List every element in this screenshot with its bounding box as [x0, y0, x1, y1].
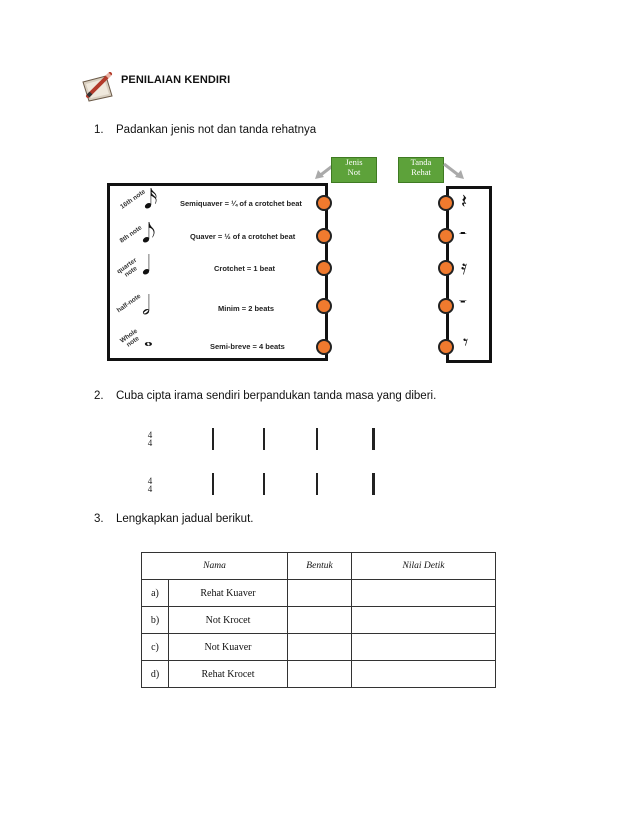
table-row [142, 634, 496, 661]
question-text: Padankan jenis not dan tanda rehatnya [116, 124, 317, 136]
note-name: 16th note [119, 188, 147, 211]
question-number: 1. [94, 124, 104, 136]
question-number: 3. [94, 513, 104, 525]
bar-line [212, 428, 214, 450]
arrow-down-right-icon [442, 162, 466, 185]
row-name: Rehat Krocet [169, 661, 288, 688]
note-description: Semi-breve = 4 beats [210, 342, 285, 351]
bentuk-cell[interactable] [288, 607, 352, 634]
row-name: Not Kuaver [169, 634, 288, 661]
tanda-rehat-label: Tanda Rehat [398, 157, 444, 183]
semibreve-rest-icon: 𝄻 [459, 295, 467, 317]
note-name: 8th note [118, 224, 144, 245]
row-label: d) [142, 661, 169, 688]
page-title: PENILAIAN KENDIRI [121, 74, 231, 86]
question-number: 2. [94, 390, 104, 402]
note-description: Crotchet = 1 beat [214, 264, 276, 273]
note-name: Whole note [118, 327, 141, 349]
header-bentuk: Bentuk [288, 553, 352, 580]
bentuk-cell[interactable] [288, 580, 352, 607]
semiquaver-rest-icon: 𝄿 [461, 257, 468, 279]
semibreve-note-icon: 𝅝 [144, 326, 153, 351]
crotchet-note-icon: 𝅘𝅥 [142, 250, 151, 280]
note-description: Semiquaver = ¼ of a crotchet beat [180, 199, 302, 208]
match-point-right[interactable] [438, 298, 454, 314]
header-nama: Nama [142, 553, 288, 580]
note-types-box [107, 183, 328, 361]
nilai-detik-cell[interactable] [352, 607, 496, 634]
bar-line [316, 473, 318, 495]
bar-line [263, 428, 265, 450]
time-signature: 4 4 [147, 430, 153, 448]
match-point-right[interactable] [438, 339, 454, 355]
rest-types-box [446, 186, 492, 363]
row-label: a) [142, 580, 169, 607]
crotchet-rest-icon: 𝄽 [461, 191, 468, 213]
match-point-left[interactable] [316, 195, 332, 211]
bar-line [263, 473, 265, 495]
match-point-left[interactable] [316, 298, 332, 314]
question-1 [94, 124, 316, 136]
match-point-right[interactable] [438, 260, 454, 276]
jenis-not-label: Jenis Not [331, 157, 377, 183]
bar-line [212, 473, 214, 495]
question-text: Cuba cipta irama sendiri berpandukan tanda masa yang diberi. [116, 390, 437, 402]
time-signature: 4 4 [147, 476, 153, 494]
match-point-left[interactable] [316, 339, 332, 355]
bar-line [316, 428, 318, 450]
minim-note-icon: 𝅗𝅥 [142, 290, 151, 320]
header-nilai-detik: Nilai Detik [352, 553, 496, 580]
match-point-left[interactable] [316, 260, 332, 276]
minim-rest-icon: 𝄼 [459, 224, 467, 246]
row-name: Rehat Kuaver [169, 580, 288, 607]
table-row [142, 661, 496, 688]
quaver-note-icon: 𝅘𝅥𝅮 [142, 218, 156, 248]
bentuk-cell[interactable] [288, 661, 352, 688]
bentuk-cell[interactable] [288, 634, 352, 661]
quaver-rest-icon: 𝄾 [463, 332, 469, 354]
final-bar-line [372, 473, 375, 495]
match-point-right[interactable] [438, 228, 454, 244]
table-row [142, 580, 496, 607]
note-name: quarter note [115, 256, 139, 279]
semiquaver-note-icon: 𝅘𝅥𝅯 [144, 184, 158, 214]
pencil-paper-icon [80, 72, 116, 102]
match-point-right[interactable] [438, 195, 454, 211]
question-2 [94, 390, 436, 402]
row-label: c) [142, 634, 169, 661]
question-3 [94, 513, 253, 525]
row-name: Not Krocet [169, 607, 288, 634]
nilai-detik-cell[interactable] [352, 661, 496, 688]
table-header-row [142, 553, 496, 580]
question-text: Lengkapkan jadual berikut. [116, 513, 254, 525]
note-description: Quaver = ½ of a crotchet beat [190, 232, 296, 241]
match-point-left[interactable] [316, 228, 332, 244]
final-bar-line [372, 428, 375, 450]
note-description: Minim = 2 beats [218, 304, 275, 313]
answer-table [141, 552, 496, 688]
nilai-detik-cell[interactable] [352, 580, 496, 607]
table-row [142, 607, 496, 634]
note-name: half-note [115, 292, 143, 315]
row-label: b) [142, 607, 169, 634]
nilai-detik-cell[interactable] [352, 634, 496, 661]
